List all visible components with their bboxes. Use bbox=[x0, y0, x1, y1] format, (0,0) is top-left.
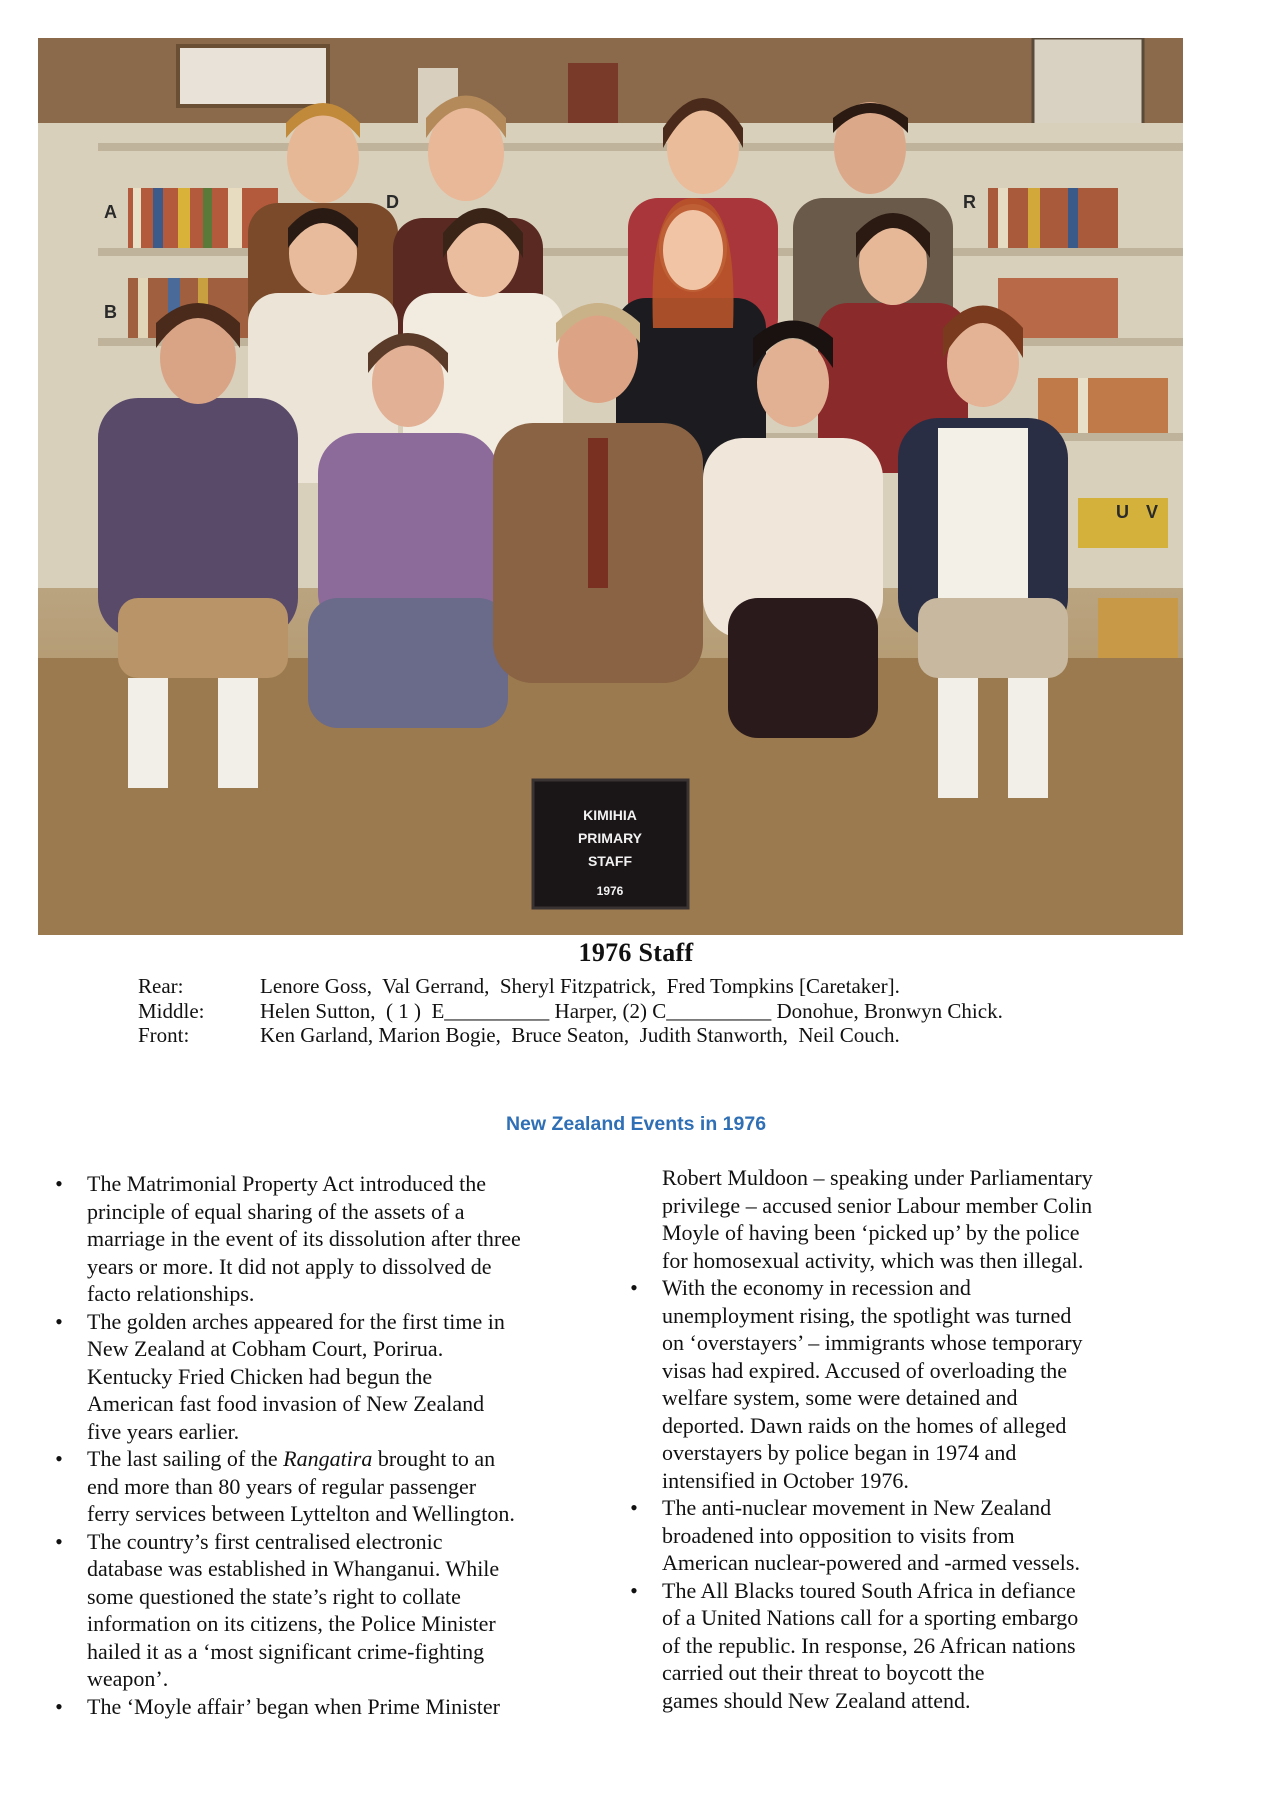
bullet: • bbox=[55, 1693, 63, 1719]
event-line: With the economy in recession and bbox=[662, 1275, 971, 1300]
event-item bbox=[625, 1274, 1195, 1494]
staff-photo-illustration bbox=[38, 38, 1183, 935]
caption-row-rear bbox=[138, 974, 1003, 999]
bullet: • bbox=[55, 1528, 63, 1554]
shelf-letter-v: V bbox=[1146, 502, 1159, 522]
event-line bbox=[87, 1445, 610, 1473]
shelf-letter-b: B bbox=[104, 302, 117, 322]
event-line: unemployment rising, the spotlight was turned bbox=[662, 1302, 1072, 1328]
event-line: deported. Dawn raids on the homes of alleged bbox=[662, 1412, 1067, 1438]
shelf-letter-a: A bbox=[104, 202, 117, 222]
event-line: of a United Nations call for a sporting embargo bbox=[662, 1605, 1079, 1630]
staff-photo bbox=[38, 38, 1183, 935]
bullet: • bbox=[630, 1495, 638, 1520]
bullet: • bbox=[55, 1446, 63, 1471]
event-line: privilege – accused senior Labour member Colin bbox=[662, 1192, 1093, 1218]
bullet: • bbox=[630, 1275, 638, 1300]
event-line: on ‘overstayers’ – immigrants whose temporary bbox=[662, 1330, 1083, 1355]
event-line: for homosexual activity, which was then illegal. bbox=[662, 1247, 1084, 1273]
event-continuation bbox=[625, 1164, 1195, 1274]
shelf-letter-r: R bbox=[963, 192, 976, 212]
event-item bbox=[50, 1445, 610, 1528]
sign-line-1: KIMIHIA bbox=[583, 807, 637, 823]
event-line: five years earlier. bbox=[87, 1418, 240, 1444]
event-line: welfare system, some were detained and bbox=[662, 1385, 1018, 1410]
event-item bbox=[50, 1308, 610, 1446]
caption-names: Helen Sutton, ( 1 ) E__________ Harper, (2) C__________ Donohue, Bronwyn Chick. bbox=[260, 998, 1003, 1023]
event-line: hailed it as a ‘most significant crime-fighting bbox=[87, 1638, 485, 1664]
event-line: American fast food invasion of New Zealand bbox=[87, 1391, 485, 1416]
event-line: The All Blacks toured South Africa in defiance bbox=[662, 1577, 1076, 1603]
caption-label: Middle: bbox=[138, 998, 205, 1023]
event-line: Moyle of having been ‘picked up’ by the police bbox=[662, 1220, 1080, 1245]
caption-label: Rear: bbox=[138, 974, 184, 998]
bullet: • bbox=[55, 1171, 63, 1196]
event-line: weapon’. bbox=[87, 1666, 169, 1691]
caption-rows bbox=[138, 974, 1003, 1048]
event-line: end more than 80 years of regular passenger bbox=[87, 1473, 477, 1499]
section-heading: New Zealand Events in 1976 bbox=[505, 1113, 767, 1135]
event-line: broadened into opposition to visits from bbox=[662, 1522, 1015, 1548]
caption-title: 1976 Staff bbox=[578, 938, 694, 967]
event-line: marriage in the event of its dissolution after three bbox=[87, 1226, 521, 1251]
event-line: some questioned the state’s right to collate bbox=[87, 1583, 461, 1609]
bullet: • bbox=[630, 1577, 638, 1603]
event-line: principle of equal sharing of the assets of a bbox=[87, 1198, 465, 1224]
event-line: The Matrimonial Property Act introduced the bbox=[87, 1171, 486, 1196]
staff-sign bbox=[533, 780, 688, 908]
event-text: The last sailing of the bbox=[87, 1446, 284, 1471]
event-line: of the republic. In response, 26 African nations bbox=[662, 1632, 1076, 1658]
event-item bbox=[50, 1693, 610, 1721]
sign-line-4: 1976 bbox=[596, 884, 624, 898]
event-line: database was established in Whanganui. While bbox=[87, 1556, 500, 1581]
event-line: games should New Zealand attend. bbox=[662, 1687, 971, 1713]
sign-line-2: PRIMARY bbox=[577, 830, 643, 846]
shelf-letter-d: D bbox=[386, 192, 399, 212]
event-line: information on its citizens, the Police Minister bbox=[87, 1611, 496, 1636]
events-right-column bbox=[625, 1164, 1195, 1714]
bullet: • bbox=[55, 1308, 63, 1334]
event-line: The anti-nuclear movement in New Zealand bbox=[662, 1495, 1052, 1520]
sign-line-3: STAFF bbox=[587, 853, 633, 869]
event-text: brought to an bbox=[372, 1446, 496, 1471]
event-item bbox=[50, 1170, 610, 1308]
event-line: facto relationships. bbox=[87, 1281, 255, 1306]
caption-row-middle bbox=[138, 999, 1003, 1024]
event-item bbox=[625, 1494, 1195, 1577]
event-line: Robert Muldoon – speaking under Parliamentary bbox=[662, 1165, 1093, 1190]
event-line: The golden arches appeared for the first time in bbox=[87, 1308, 505, 1334]
event-line: The ‘Moyle affair’ began when Prime Minister bbox=[87, 1693, 500, 1719]
event-line: carried out their threat to boycott the bbox=[662, 1660, 985, 1685]
event-item bbox=[50, 1528, 610, 1693]
caption-names: Ken Garland, Marion Bogie, Bruce Seaton, Judith Stanworth, Neil Couch. bbox=[260, 1023, 900, 1047]
caption-label: Front: bbox=[138, 1023, 190, 1047]
event-item bbox=[625, 1577, 1195, 1715]
shelf-letter-u: U bbox=[1116, 502, 1129, 522]
event-line: The country’s first centralised electronic bbox=[87, 1528, 443, 1554]
caption-row-front bbox=[138, 1023, 1003, 1048]
event-line: years or more. It did not apply to dissolved de bbox=[87, 1253, 492, 1279]
event-line: Kentucky Fried Chicken had begun the bbox=[87, 1363, 433, 1389]
event-line: visas had expired. Accused of overloading the bbox=[662, 1357, 1068, 1383]
caption-names: Lenore Goss, Val Gerrand, Sheryl Fitzpatrick, Fred Tompkins [Caretaker]. bbox=[260, 974, 900, 998]
event-line: overstayers by police began in 1974 and bbox=[662, 1440, 1017, 1465]
ship-name: Rangatira bbox=[283, 1446, 373, 1471]
event-line: New Zealand at Cobham Court, Porirua. bbox=[87, 1336, 444, 1361]
events-left-column bbox=[50, 1170, 610, 1720]
event-line: American nuclear-powered and -armed vessels. bbox=[662, 1550, 1080, 1575]
event-line: ferry services between Lyttelton and Wellington. bbox=[87, 1501, 515, 1526]
event-line: intensified in October 1976. bbox=[662, 1467, 909, 1493]
